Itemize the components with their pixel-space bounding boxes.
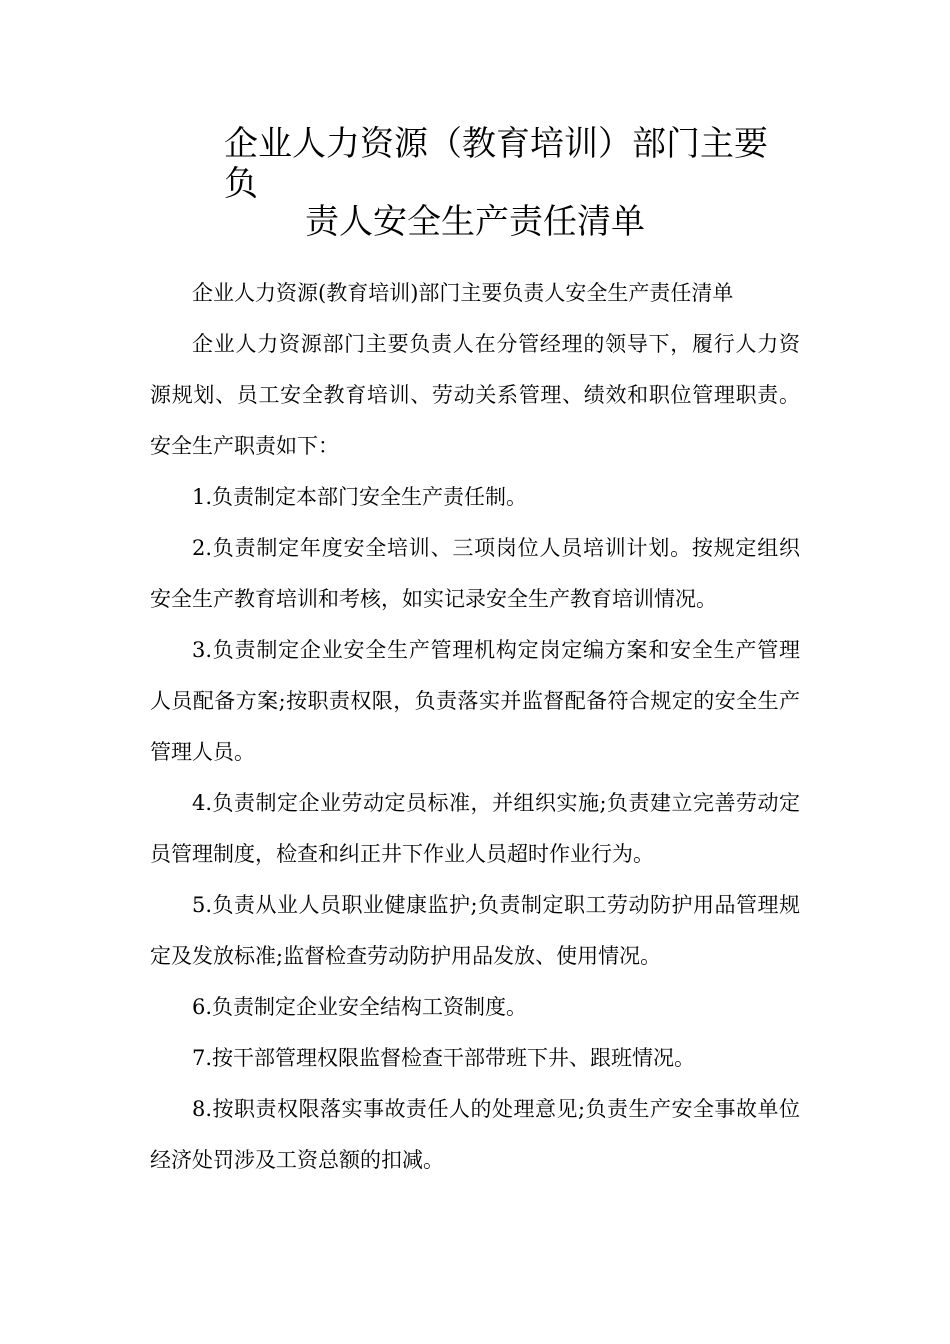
paragraph-item-5: 5.负责从业人员职业健康监护;负责制定职工劳动防护用品管理规定及发放标准;监督检查劳动防护用品发放、使用情况。 [150,893,800,968]
paragraph-intro: 企业人力资源部门主要负责人在分管经理的领导下，履行人力资源规划、员工安全教育培训、劳动关系管理、绩效和职位管理职责。安全生产职责如下： [150,332,800,458]
paragraph-item-2: 2.负责制定年度安全培训、三项岗位人员培训计划。按规定组织安全生产教育培训和考核，如实记录安全生产教育培训情况。 [150,536,800,611]
paragraph-item-4: 4.负责制定企业劳动定员标准，并组织实施;负责建立完善劳动定员管理制度，检查和纠正井下作业人员超时作业行为。 [150,791,800,866]
paragraph-item-1: 1.负责制定本部门安全生产责任制。 [192,485,528,509]
document-title-line-2: 责人安全生产责任清单 [305,202,645,242]
paragraph-item-8: 8.按职责权限落实事故责任人的处理意见;负责生产安全事故单位经济处罚涉及工资总额的扣减。 [150,1097,800,1172]
paragraph-item-6: 6.负责制定企业安全结构工资制度。 [192,995,528,1019]
paragraph-item-3: 3.负责制定企业安全生产管理机构定岗定编方案和安全生产管理人员配备方案;按职责权限，负责落实并监督配备符合规定的安全生产管理人员。 [150,638,800,764]
document-title-line-1: 企业人力资源（教育培训）部门主要负 [224,124,768,204]
paragraph-subtitle: 企业人力资源(教育培训)部门主要负责人安全生产责任清单 [192,281,734,305]
document-body [150,268,800,1186]
paragraph-item-7: 7.按干部管理权限监督检查干部带班下井、跟班情况。 [192,1046,696,1070]
